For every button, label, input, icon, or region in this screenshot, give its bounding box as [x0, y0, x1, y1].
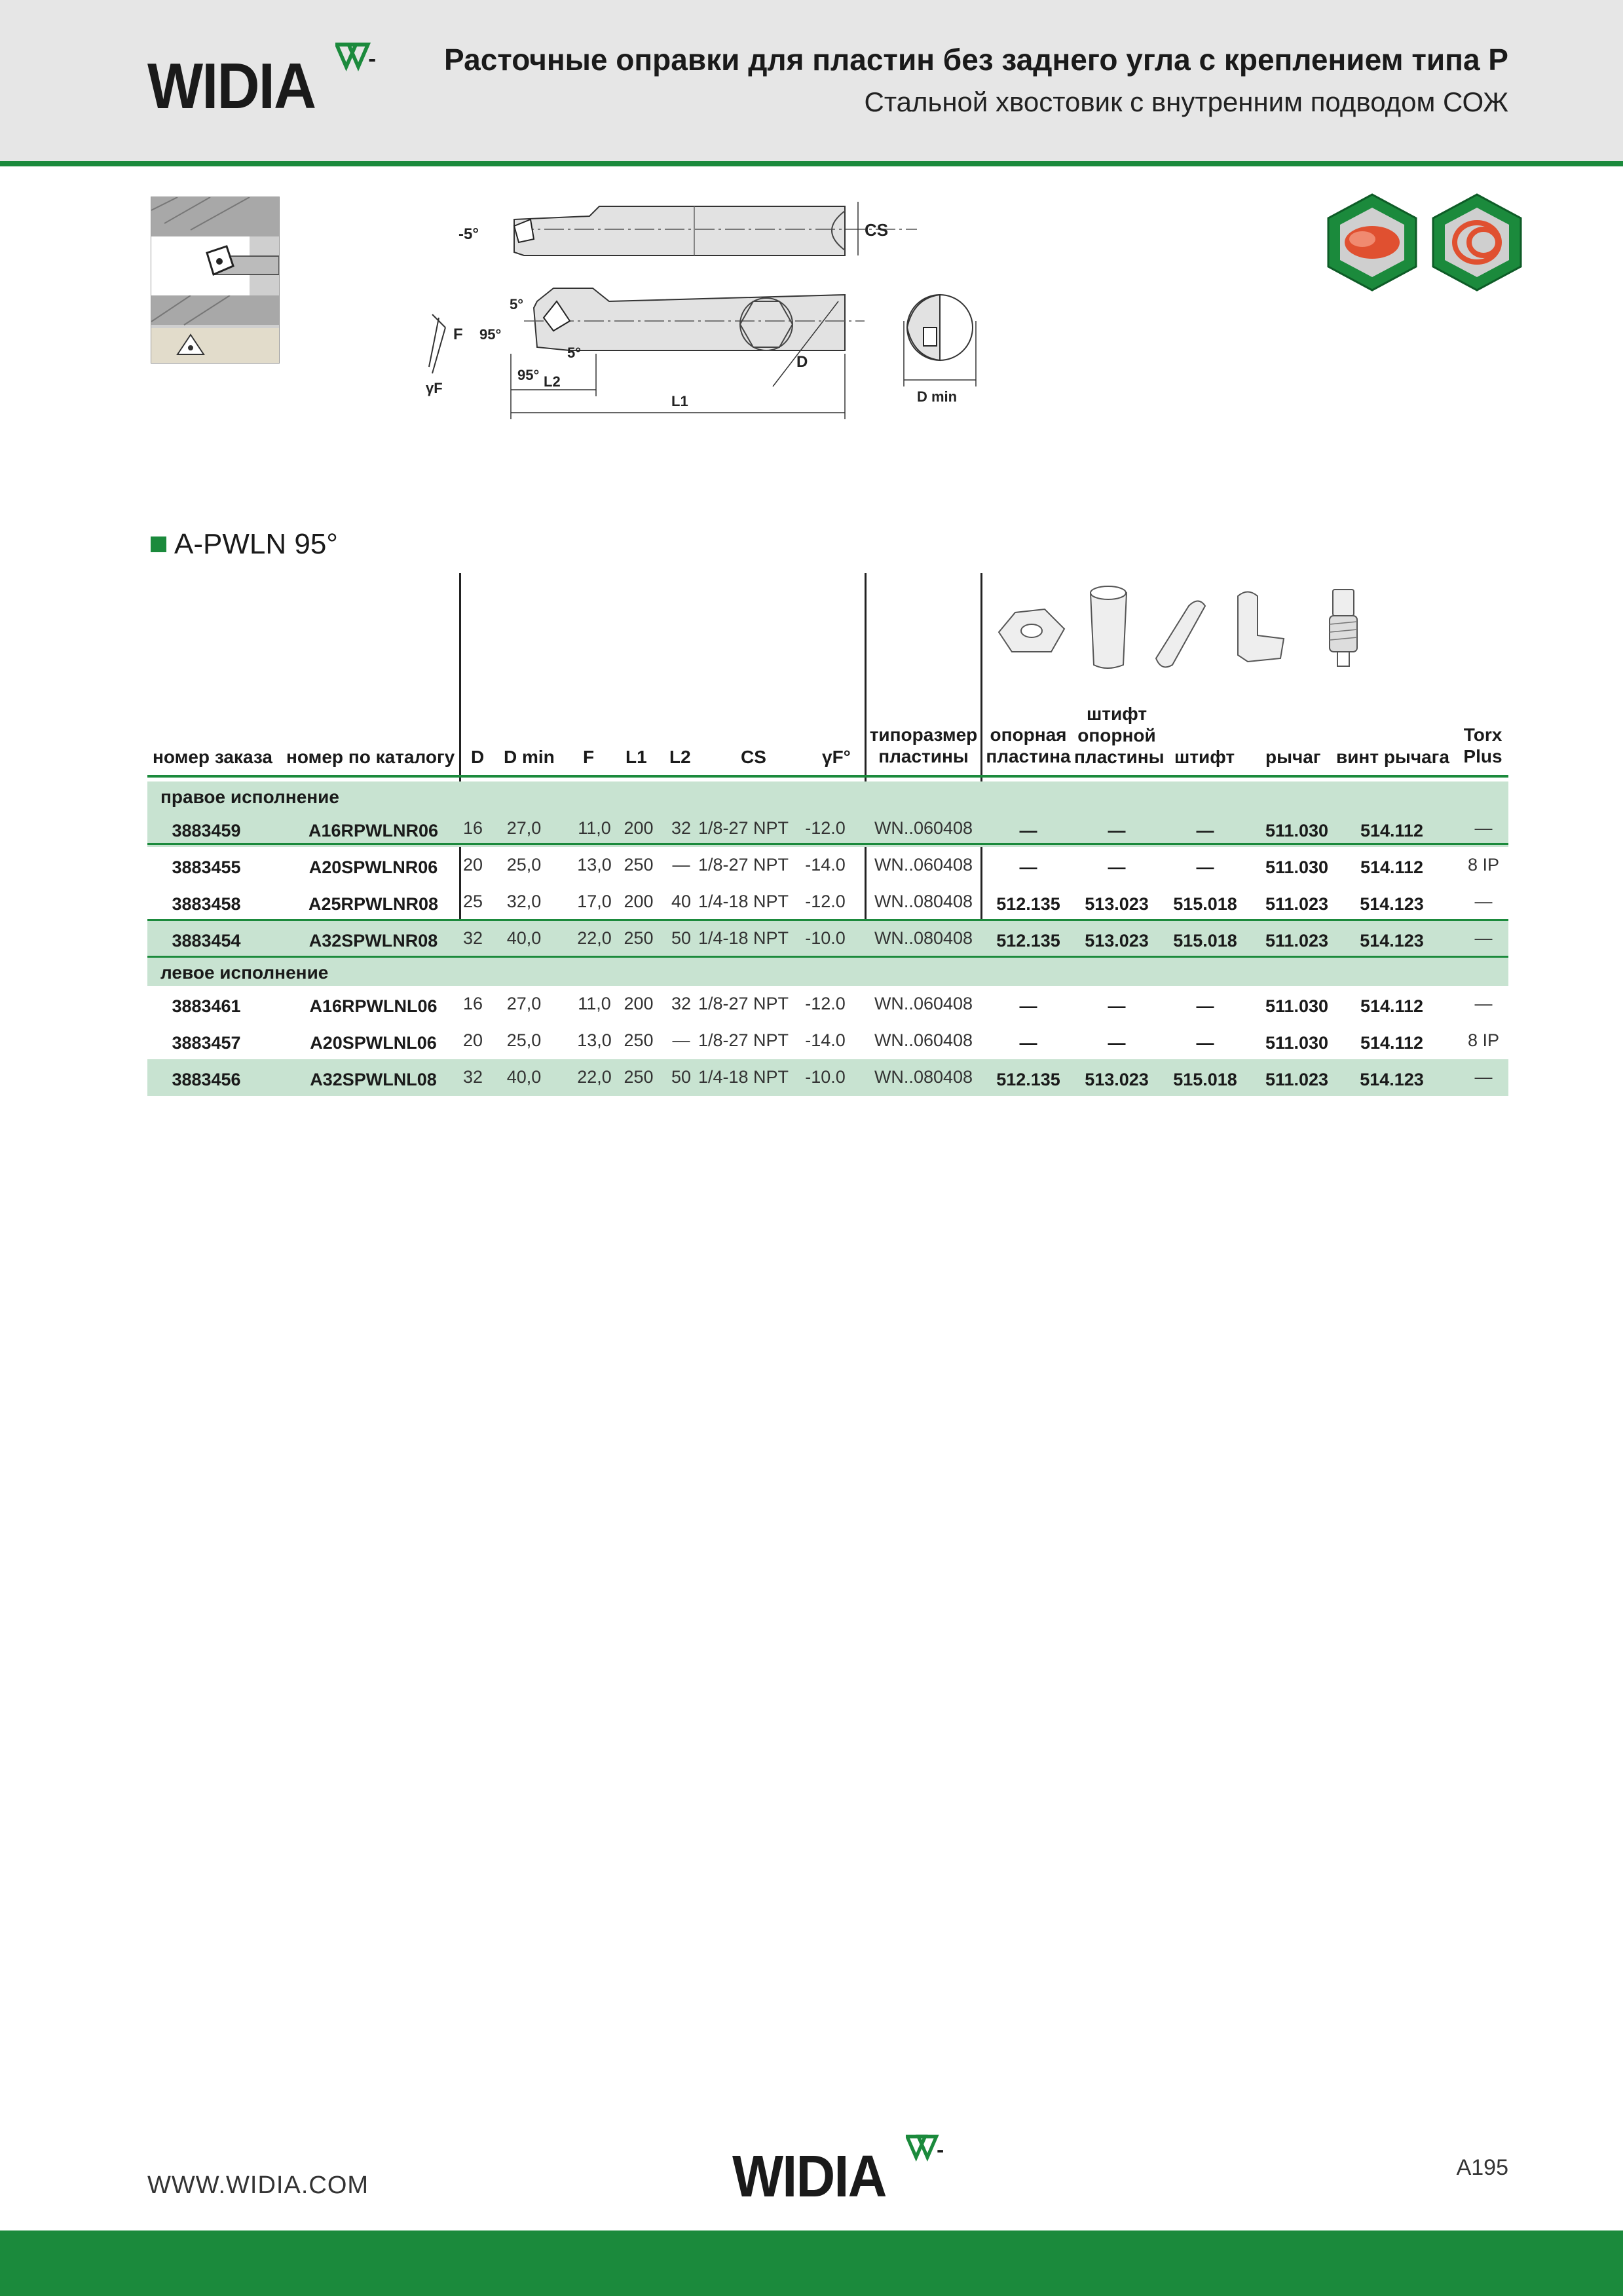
cell-cs: 1/4-18 NPT: [698, 892, 789, 911]
col-header-catalog-no: номер по каталогу: [286, 747, 455, 767]
boring-bar-drawing: [406, 190, 996, 426]
cell-d-min: 25,0: [506, 855, 542, 875]
col-header-f: F: [583, 747, 595, 767]
cell-l1: 250: [624, 855, 654, 875]
cell-catalog-no: A16RPWLNL06: [309, 996, 438, 1016]
label-gamma-f: γF: [426, 380, 443, 396]
cell-catalog-no: A16RPWLNR06: [308, 821, 439, 840]
cell-l1: 250: [624, 1030, 654, 1050]
application-badges: [1323, 193, 1526, 292]
cell-f: 22,0: [577, 1067, 612, 1087]
cell-shim-pin: —: [1108, 857, 1126, 877]
cell-order-no: 3883456: [172, 1070, 241, 1089]
cell-d-min: 27,0: [506, 994, 542, 1013]
cell-d: 20: [463, 855, 483, 875]
cell-l1: 200: [624, 892, 654, 911]
cell-insert-size: WN..080408: [874, 1067, 973, 1087]
label-angle-5-top: 5°: [510, 296, 524, 312]
application-thumbnail: [151, 197, 280, 364]
label-d-min: D min: [917, 388, 958, 405]
cell-f: 17,0: [577, 892, 612, 911]
cell-gamma: -14.0: [805, 1030, 846, 1050]
cell-insert-size: WN..060408: [874, 994, 973, 1013]
logo-text: WIDIA: [147, 50, 316, 122]
table-row: [147, 1023, 1508, 1059]
cell-lever: 511.030: [1265, 996, 1329, 1016]
widia-mark-icon: [906, 2133, 946, 2170]
cell-lever-screw: 514.112: [1360, 821, 1424, 840]
col-header-shim: опорная пластина: [986, 725, 1071, 766]
shim-icon: [999, 609, 1064, 652]
widia-footer-logo: [732, 2144, 886, 2210]
cell-catalog-no: A32SPWLNR08: [308, 931, 438, 950]
cell-pin: 515.018: [1173, 894, 1237, 914]
component-icons: [986, 573, 1510, 685]
cell-l1: 200: [624, 818, 654, 838]
label-angle-95-a: 95°: [479, 326, 502, 343]
col-header-l2: L2: [669, 747, 691, 767]
cell-torx: —: [1474, 928, 1493, 948]
cell-shim-pin: 513.023: [1085, 894, 1149, 914]
pin-icon: [1156, 601, 1205, 668]
cell-gamma: -14.0: [805, 855, 846, 875]
col-header-lever: рычаг: [1265, 747, 1321, 767]
cell-d: 20: [463, 1030, 483, 1050]
page-subtitle: Стальной хвостовик с внутренним подводом СОЖ: [864, 86, 1508, 117]
col-header-shim-pin: штифт опорной пластины: [1074, 704, 1165, 767]
lever-icon: [1238, 592, 1284, 662]
page-number: A195: [1456, 2155, 1508, 2180]
table-row: [147, 1059, 1508, 1096]
cell-order-no: 3883458: [172, 894, 241, 914]
logo-text: WIDIA: [732, 2144, 886, 2210]
cell-l1: 250: [624, 1067, 654, 1087]
cell-cs: 1/4-18 NPT: [698, 928, 789, 948]
page-header: [0, 0, 1623, 161]
col-header-gamma: γF°: [822, 747, 851, 767]
cell-insert-size: WN..080408: [874, 928, 973, 948]
shim-pin-icon: [1091, 586, 1127, 668]
cell-torx: —: [1474, 818, 1493, 838]
cell-d-min: 40,0: [506, 928, 542, 948]
table-row: [147, 810, 1508, 847]
cell-order-no: 3883457: [172, 1033, 241, 1053]
cell-lever: 511.023: [1265, 894, 1329, 914]
label-l2: L2: [544, 373, 561, 390]
cell-order-no: 3883459: [172, 821, 241, 840]
cell-cs: 1/8-27 NPT: [698, 994, 789, 1013]
cell-gamma: -10.0: [805, 1067, 846, 1087]
group-band: [147, 957, 1508, 986]
label-angle-95-b: 95°: [517, 367, 540, 383]
col-header-torx: Torx Plus: [1463, 725, 1502, 766]
cell-l1: 200: [624, 994, 654, 1013]
cell-f: 13,0: [577, 855, 612, 875]
cell-cs: 1/8-27 NPT: [698, 1030, 789, 1050]
cell-l2: 50: [671, 928, 692, 948]
cell-shim: —: [1019, 1033, 1037, 1053]
cell-shim: —: [1019, 821, 1037, 840]
table-row: [147, 847, 1508, 884]
cell-l2: 32: [671, 818, 692, 838]
cell-lever: 511.023: [1265, 931, 1329, 950]
cell-torx: —: [1474, 1067, 1493, 1087]
label-l1: L1: [671, 393, 688, 409]
col-header-lever-screw: винт рычага: [1336, 747, 1449, 767]
cell-lever: 511.030: [1265, 1033, 1329, 1053]
row-divider: [147, 843, 1508, 845]
cell-order-no: 3883461: [172, 996, 241, 1016]
cell-lever: 511.030: [1265, 821, 1329, 840]
cell-insert-size: WN..060408: [874, 855, 973, 875]
cell-shim: —: [1019, 996, 1037, 1016]
cell-f: 11,0: [578, 994, 611, 1013]
col-header-insert-size: типоразмер пластины: [869, 725, 978, 766]
boring-application-icon: [151, 197, 279, 363]
cell-l2: —: [672, 1030, 690, 1050]
cell-shim: 512.135: [996, 894, 1060, 914]
cell-l2: 32: [671, 994, 692, 1013]
cell-lever-screw: 514.123: [1360, 1070, 1424, 1089]
cell-gamma: -10.0: [805, 928, 846, 948]
tool-dimension-drawing: [406, 190, 996, 426]
cell-gamma: -12.0: [805, 818, 846, 838]
cell-torx: 8 IP: [1467, 855, 1500, 875]
cell-insert-size: WN..060408: [874, 818, 973, 838]
col-header-l1: L1: [625, 747, 647, 767]
header-divider: [0, 161, 1623, 166]
group-label: левое исполнение: [160, 962, 329, 983]
cell-lever-screw: 514.112: [1360, 1033, 1424, 1053]
section-marker-icon: [151, 536, 166, 552]
cell-pin: —: [1196, 857, 1214, 877]
cell-gamma: -12.0: [805, 994, 846, 1013]
row-divider: [147, 956, 1508, 958]
col-header-pin: штифт: [1174, 747, 1235, 767]
cell-l1: 250: [624, 928, 654, 948]
threading-badge-icon: [1433, 195, 1521, 290]
group-band: [147, 781, 1508, 810]
label-angle-5-side: 5°: [567, 345, 582, 361]
cell-lever-screw: 514.112: [1360, 857, 1424, 877]
page-title: Расточные оправки для пластин без заднего угла с креплением типа P: [444, 43, 1508, 77]
cell-d: 25: [463, 892, 483, 911]
footer-bar: [0, 2230, 1623, 2296]
cell-torx: —: [1474, 892, 1493, 911]
cell-shim-pin: —: [1108, 1033, 1126, 1053]
cell-shim: 512.135: [996, 931, 1060, 950]
cell-insert-size: WN..080408: [874, 892, 973, 911]
group-label: правое исполнение: [160, 787, 339, 807]
cell-d: 32: [463, 1067, 483, 1087]
label-angle-neg5: -5°: [458, 225, 479, 243]
cell-f: 11,0: [578, 818, 611, 838]
table-row: [147, 884, 1508, 920]
cell-lever-screw: 514.112: [1360, 996, 1424, 1016]
cell-shim-pin: 513.023: [1085, 931, 1149, 950]
cell-gamma: -12.0: [805, 892, 846, 911]
cell-cs: 1/4-18 NPT: [698, 1067, 789, 1087]
cell-shim: —: [1019, 857, 1037, 877]
cell-catalog-no: A20SPWLNR06: [308, 857, 438, 877]
section-label: A-PWLN 95°: [151, 528, 338, 561]
cell-torx: —: [1474, 994, 1493, 1013]
lever-screw-icon: [1330, 590, 1357, 666]
cell-l2: 40: [671, 892, 692, 911]
cell-catalog-no: A32SPWLNL08: [310, 1070, 437, 1089]
cell-pin: —: [1196, 1033, 1214, 1053]
cell-catalog-no: A20SPWLNL06: [310, 1033, 437, 1053]
table-row: [147, 986, 1508, 1023]
table-row: [147, 920, 1508, 957]
cell-l2: —: [672, 855, 690, 875]
cell-pin: —: [1196, 996, 1214, 1016]
col-header-d: D: [471, 747, 485, 767]
cell-d-min: 32,0: [506, 892, 542, 911]
footer-url[interactable]: WWW.WIDIA.COM: [147, 2172, 369, 2199]
cell-order-no: 3883454: [172, 931, 241, 950]
cell-d: 16: [463, 994, 483, 1013]
cell-d: 32: [463, 928, 483, 948]
cell-lever-screw: 514.123: [1360, 894, 1424, 914]
cell-d-min: 25,0: [506, 1030, 542, 1050]
cell-shim-pin: 513.023: [1085, 1070, 1149, 1089]
cell-order-no: 3883455: [172, 857, 241, 877]
label-cs: CS: [865, 220, 889, 240]
cell-pin: 515.018: [1173, 1070, 1237, 1089]
boring-badge-icon: [1328, 195, 1416, 290]
cell-l2: 50: [671, 1067, 692, 1087]
cell-pin: —: [1196, 821, 1214, 840]
widia-logo: [147, 50, 316, 122]
cell-d-min: 40,0: [506, 1067, 542, 1087]
cell-f: 13,0: [577, 1030, 612, 1050]
cell-pin: 515.018: [1173, 931, 1237, 950]
cell-insert-size: WN..060408: [874, 1030, 973, 1050]
widia-mark-icon: [335, 41, 377, 80]
label-d: D: [796, 353, 808, 371]
cell-cs: 1/8-27 NPT: [698, 855, 789, 875]
row-divider: [147, 919, 1508, 921]
cell-shim-pin: —: [1108, 821, 1126, 840]
cell-cs: 1/8-27 NPT: [698, 818, 789, 838]
cell-torx: 8 IP: [1467, 1030, 1500, 1050]
cell-lever: 511.030: [1265, 857, 1329, 877]
cell-d-min: 27,0: [506, 818, 542, 838]
header-divider: [147, 775, 1508, 778]
cell-catalog-no: A25RPWLNR08: [308, 894, 439, 914]
cell-lever-screw: 514.123: [1360, 931, 1424, 950]
cell-d: 16: [463, 818, 483, 838]
cell-lever: 511.023: [1265, 1070, 1329, 1089]
label-f: F: [453, 326, 463, 343]
col-header-d-min: D min: [504, 747, 555, 767]
cell-f: 22,0: [577, 928, 612, 948]
col-header-cs: CS: [741, 747, 766, 767]
cell-shim: 512.135: [996, 1070, 1060, 1089]
col-header-order-no: номер заказа: [153, 747, 272, 767]
cell-shim-pin: —: [1108, 996, 1126, 1016]
